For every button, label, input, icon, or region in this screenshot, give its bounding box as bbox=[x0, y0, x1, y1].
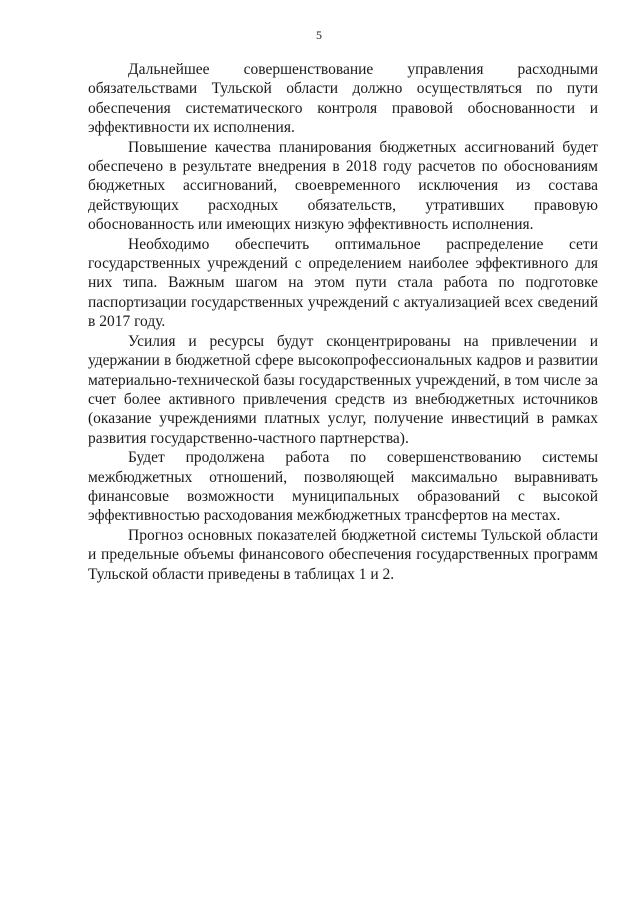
document-body bbox=[88, 60, 598, 584]
paragraph-expenditure-management: Дальнейшее совершенствование управления расходными обязательствами Тульской области должно осуществляться по пути обеспечения систематического контроля правовой обоснованности и эффективности их исполнения. bbox=[88, 61, 598, 137]
paragraph-institution-network: Необходимо обеспечить оптимальное распределение сети государственных учреждений с определением наиболее эффективного для них типа. Важным шагом на этом пути стала работа по подготовке паспортизации государственных учреждений с актуализацией всех сведений в 2017 году. bbox=[88, 235, 598, 331]
paragraph-resources: Усилия и ресурсы будут сконцентрированы на привлечении и удержании в бюджетной сфере высокопрофессиональных кадров и развитии материально-технической базы государственных учреждений, в том числе за счет более активного привлечения средств из внебюджетных источников (оказание учреждениями платных услуг, получение инвестиций в рамках развития государственно-частного партнерства). bbox=[88, 332, 598, 447]
paragraph-forecast: Прогноз основных показателей бюджетной системы Тульской области и предельные объемы финансового обеспечения государственных программ Тульской области приведены в таблицах 1 и 2. bbox=[88, 526, 598, 583]
paragraph-interbudget-relations: Будет продолжена работа по совершенствованию системы межбюджетных отношений, позволяющей максимально выравнивать финансовые возможности муниципальных образований с высокой эффективностью расходования межбюджетных трансфертов на местах. bbox=[88, 449, 598, 525]
paragraph-budget-planning: Повышение качества планирования бюджетных ассигнований будет обеспечено в результате внедрения в 2018 году расчетов по обоснованиям бюджетных ассигнований, своевременного исключения из состава действующих расходных обязательств, утративших правовую обоснованность или имеющих низкую эффективность исполнения. bbox=[88, 138, 598, 234]
page-number: 5 bbox=[316, 28, 322, 42]
